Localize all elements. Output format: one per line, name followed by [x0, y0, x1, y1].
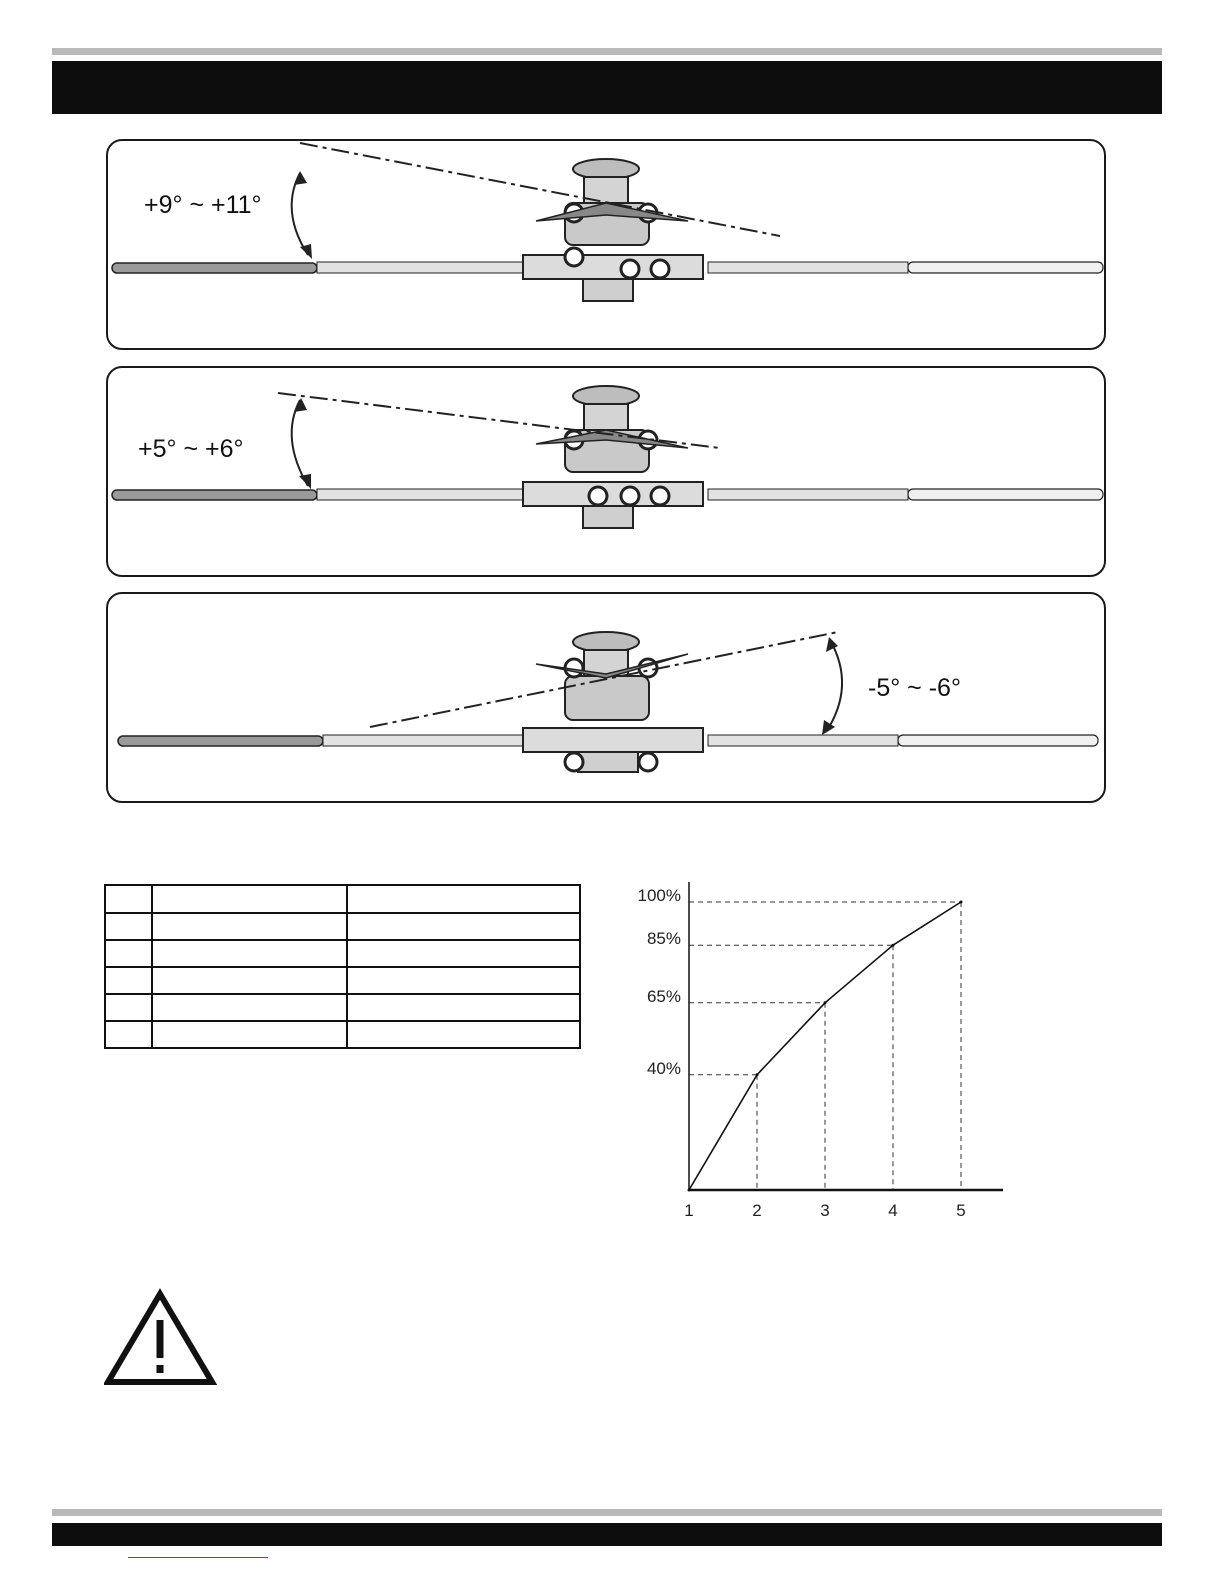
table-row	[105, 1021, 580, 1048]
table-cell	[105, 967, 152, 994]
throttle-curve-chart	[620, 880, 1020, 1230]
warning-triangle-icon	[104, 1288, 218, 1388]
pitch-panel-mid	[106, 366, 1106, 577]
table-cell	[347, 913, 580, 940]
rotor-head-illustration	[108, 141, 1106, 350]
pitch-panel-negative	[106, 592, 1106, 803]
curve-point	[824, 1001, 827, 1004]
table-row	[105, 994, 580, 1021]
x-tick-label: 1	[684, 1201, 694, 1220]
footer-bar	[52, 1523, 1162, 1546]
table-cell	[347, 1021, 580, 1048]
table-cell	[152, 913, 347, 940]
x-tick-label: 2	[752, 1201, 762, 1220]
table-cell	[152, 967, 347, 994]
rotor-head	[523, 159, 703, 301]
curve-point	[756, 1073, 759, 1076]
rotor-head	[523, 632, 703, 772]
table-cell	[152, 994, 347, 1021]
table-row	[105, 967, 580, 994]
pitch-angle-label: +5° ~ +6°	[138, 435, 244, 463]
curve-point	[960, 901, 963, 904]
table-cell	[105, 885, 152, 913]
rotor-head-illustration	[108, 368, 1106, 577]
settings-table	[104, 884, 581, 1049]
header-bar	[52, 61, 1162, 114]
table-row	[105, 940, 580, 967]
y-tick-label: 65%	[646, 986, 681, 1006]
y-tick-label: 40%	[646, 1058, 681, 1078]
table-cell	[152, 885, 347, 913]
curve-point	[892, 944, 895, 947]
table-row	[105, 913, 580, 940]
table-cell	[152, 940, 347, 967]
x-tick-label: 5	[956, 1201, 966, 1220]
table-cell	[105, 1021, 152, 1048]
table-row	[105, 885, 580, 913]
x-tick-label: 3	[820, 1201, 830, 1220]
table-cell	[105, 994, 152, 1021]
pitch-panel-high	[106, 139, 1106, 350]
y-tick-label: 100%	[637, 886, 681, 905]
table-cell	[347, 967, 580, 994]
curve-point	[688, 1189, 691, 1192]
table-cell	[347, 994, 580, 1021]
x-tick-label: 4	[888, 1201, 898, 1220]
table-cell	[105, 940, 152, 967]
table-cell	[347, 940, 580, 967]
table-cell	[152, 1021, 347, 1048]
footer-link-underline	[128, 1557, 268, 1558]
pitch-angle-label: +9° ~ +11°	[144, 191, 262, 219]
pitch-angle-label: -5° ~ -6°	[868, 674, 961, 702]
y-tick-label: 85%	[646, 929, 681, 949]
header-rule	[52, 48, 1162, 55]
table-cell	[105, 913, 152, 940]
rotor-head	[523, 386, 703, 528]
footer-rule	[52, 1509, 1162, 1516]
table-cell	[347, 885, 580, 913]
